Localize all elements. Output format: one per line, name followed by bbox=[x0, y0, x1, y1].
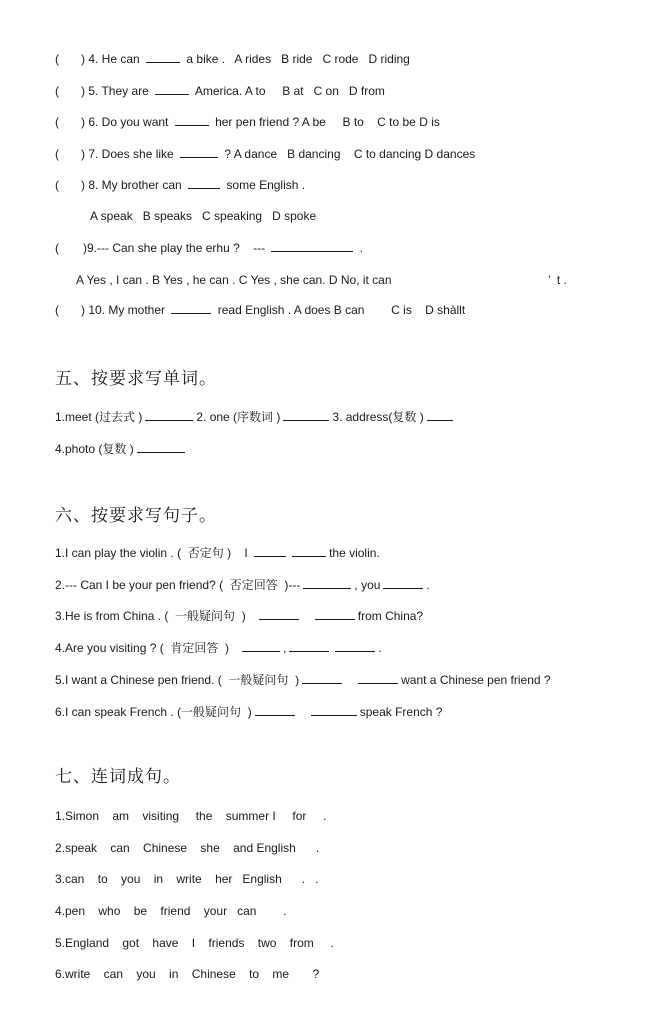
answer-blank[interactable] bbox=[155, 83, 189, 95]
question-end: . bbox=[359, 241, 364, 255]
item-text: 4.Are you visiting ? ( 肯定回答 ) bbox=[55, 641, 230, 655]
question-text: ) 8. My brother can bbox=[81, 178, 182, 192]
item-label: 1.meet (过去式 ) bbox=[55, 410, 143, 424]
question-text: ) 5. They are bbox=[81, 84, 149, 98]
item-text: speak French ? bbox=[359, 705, 443, 719]
question-9-tail: ’ t . bbox=[548, 273, 567, 287]
answer-paren: ( bbox=[55, 84, 59, 98]
answer-paren: ( bbox=[55, 178, 59, 192]
answer-paren: ( bbox=[55, 115, 59, 129]
question-7 bbox=[55, 146, 475, 162]
question-9-options bbox=[76, 272, 392, 288]
question-10 bbox=[55, 302, 465, 318]
section-6-item-5 bbox=[55, 672, 551, 688]
section-6-title: 六、按要求写句子。 bbox=[55, 506, 217, 526]
section-7-item-6: 6.write can you in Chinese to me ? bbox=[55, 967, 320, 981]
item-text: 2.--- Can I be your pen friend? ( 否定回答 )--- bbox=[55, 578, 301, 592]
question-options: some English . bbox=[226, 178, 306, 192]
answer-paren: ( bbox=[55, 147, 59, 161]
item-text: , you bbox=[354, 578, 381, 592]
item-text: 1.I can play the violin . ( 否定句 ) I bbox=[55, 546, 248, 560]
item-text: . bbox=[426, 578, 430, 592]
question-8-options: A speak B speaks C speaking D spoke bbox=[90, 209, 317, 223]
question-text: ) 10. My mother bbox=[81, 303, 166, 317]
answer-blank[interactable] bbox=[255, 704, 295, 716]
answer-blank[interactable] bbox=[145, 409, 193, 421]
question-text: ) 6. Do you want bbox=[81, 115, 169, 129]
question-text: )9.--- Can she play the erhu ? --- bbox=[83, 241, 266, 255]
question-text: ) 7. Does she like bbox=[81, 147, 174, 161]
section-5-title: 五、按要求写单词。 bbox=[55, 369, 217, 389]
question-options: A Yes , I can . B Yes , he can . C Yes , she can. D No, it can bbox=[76, 273, 392, 287]
answer-blank[interactable] bbox=[303, 577, 351, 589]
question-options: a bike . A rides B ride C rode D riding bbox=[186, 52, 410, 66]
section-6-item-2 bbox=[55, 577, 430, 593]
answer-blank[interactable] bbox=[427, 409, 453, 421]
answer-blank[interactable] bbox=[146, 51, 180, 63]
section-7-item-2: 2.speak can Chinese she and English . bbox=[55, 841, 320, 855]
answer-blank[interactable] bbox=[311, 704, 357, 716]
answer-blank[interactable] bbox=[271, 240, 353, 252]
answer-blank[interactable] bbox=[188, 177, 220, 189]
section-5-line-2 bbox=[55, 441, 188, 457]
answer-blank[interactable] bbox=[292, 545, 326, 557]
answer-paren: ( bbox=[55, 303, 59, 317]
answer-blank[interactable] bbox=[180, 146, 218, 158]
item-label: 3. address(复数 ) bbox=[332, 410, 424, 424]
item-text: . bbox=[378, 641, 382, 655]
item-text: 6.I can speak French . (一般疑问句 ) bbox=[55, 705, 252, 719]
answer-blank[interactable] bbox=[254, 545, 286, 557]
answer-paren: ( bbox=[55, 52, 59, 66]
question-9 bbox=[55, 240, 363, 256]
item-text: from China? bbox=[357, 609, 424, 623]
section-7-item-1: 1.Simon am visiting the summer I for . bbox=[55, 809, 327, 823]
item-text: 3.He is from China . ( 一般疑问句 ) bbox=[55, 609, 246, 623]
answer-blank[interactable] bbox=[315, 608, 355, 620]
item-text: want a Chinese pen friend ? bbox=[401, 673, 551, 687]
answer-blank[interactable] bbox=[171, 302, 211, 314]
answer-blank[interactable] bbox=[289, 640, 329, 652]
question-options: ? A dance B dancing C to dancing D dances bbox=[224, 147, 476, 161]
question-options: her pen friend ? A be B to C to be D is bbox=[215, 115, 440, 129]
question-4 bbox=[55, 51, 410, 67]
answer-blank[interactable] bbox=[175, 114, 209, 126]
answer-blank[interactable] bbox=[137, 441, 185, 453]
answer-blank[interactable] bbox=[242, 640, 280, 652]
answer-paren: ( bbox=[55, 241, 59, 255]
question-6 bbox=[55, 114, 440, 130]
question-text: ) 4. He can bbox=[81, 52, 140, 66]
section-7-item-5: 5.England got have I friends two from . bbox=[55, 936, 334, 950]
answer-blank[interactable] bbox=[259, 608, 299, 620]
section-6-item-4 bbox=[55, 640, 382, 656]
section-5-line-1 bbox=[55, 409, 456, 425]
answer-blank[interactable] bbox=[302, 672, 342, 684]
section-6-item-6 bbox=[55, 704, 442, 720]
question-5 bbox=[55, 83, 385, 99]
section-7-item-3: 3.can to you in write her English . . bbox=[55, 872, 319, 886]
question-options: read English . A does B can C is D shàllt bbox=[217, 303, 466, 317]
item-label: 4.photo (复数 ) bbox=[55, 442, 134, 456]
section-7-title: 七、连词成句。 bbox=[55, 767, 181, 787]
item-text: , bbox=[283, 641, 287, 655]
section-7-item-4: 4.pen who be friend your can . bbox=[55, 904, 287, 918]
answer-blank[interactable] bbox=[283, 409, 329, 421]
item-text: 5.I want a Chinese pen friend. ( 一般疑问句 ) bbox=[55, 673, 300, 687]
section-6-item-1 bbox=[55, 545, 380, 561]
question-options: America. A to B at C on D from bbox=[194, 84, 385, 98]
item-text: the violin. bbox=[329, 546, 380, 560]
section-6-item-3 bbox=[55, 608, 423, 624]
answer-blank[interactable] bbox=[335, 640, 375, 652]
answer-blank[interactable] bbox=[383, 577, 423, 589]
answer-blank[interactable] bbox=[358, 672, 398, 684]
item-label: 2. one (序数词 ) bbox=[196, 410, 281, 424]
question-8 bbox=[55, 177, 305, 193]
